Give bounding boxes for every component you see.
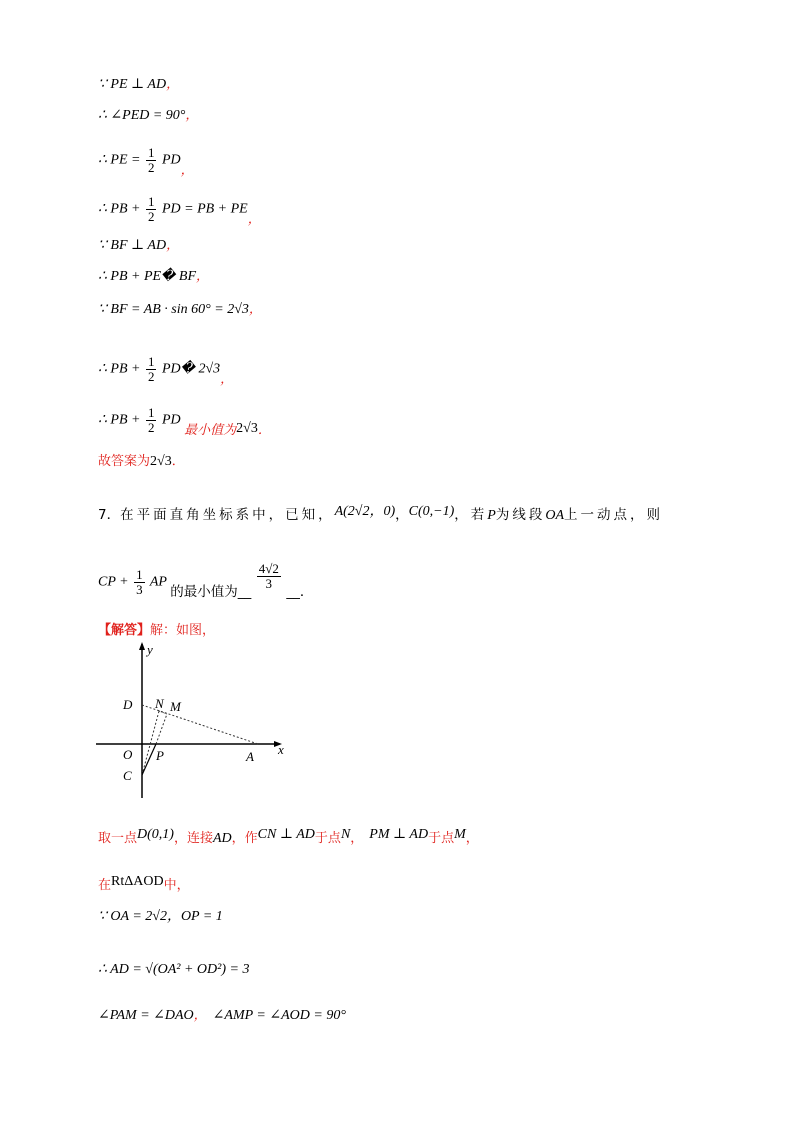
solution-header: 【解答】解：如图，	[98, 623, 216, 638]
solution-step-5: ∠PAM = ∠DAO， ∠AMP = ∠AOD = 90°	[98, 1008, 346, 1023]
line-bf-sin: ∵ BF = AB · sin 60° = 2√3，	[98, 302, 262, 317]
solution-step-4: ∴ AD = √(OA² + OD²) = 3	[98, 962, 250, 977]
label-m: M	[170, 699, 181, 714]
problem-7-expression: CP + $\frac{1}{3}$ AP 的最小值为__ $\frac{4√2}{3}$ __．	[98, 561, 314, 600]
line-answer: 故答案为2√3．	[98, 454, 185, 469]
label-x: x	[278, 742, 284, 757]
label-n: N	[155, 696, 164, 711]
segment-cp	[142, 744, 156, 775]
label-p: P	[156, 748, 164, 763]
problem-7-statement: 7．在平面直角坐标系中，已知，A(2√2，0)，C(0,−1)，若P为线段OA上一动点，则	[98, 504, 663, 523]
coordinate-figure	[96, 640, 296, 800]
solution-step-3: ∵ OA = 2√2，OP = 1	[98, 909, 223, 924]
line-pe-half-pd: ∴ PE = $\frac{1}{2}$ PD，	[98, 145, 194, 178]
line-angle-ped: ∴ ∠PED = 90°，	[98, 108, 199, 123]
solution-step-1: 取一点D(0,1)，连接AD，作CN ⊥ AD于点N， PM ⊥ AD于点M，	[98, 827, 479, 846]
line-pb-pe-bf: ∴ PB + PE� BF，	[98, 269, 210, 284]
solution-step-2: 在RtΔAOD中，	[98, 874, 190, 893]
line-pe-perp-ad: ∵ PE ⊥ AD，	[98, 77, 180, 92]
line-pb-half-pd-ge: ∴ PB + $\frac{1}{2}$ PD� 2√3，	[98, 354, 234, 387]
y-axis-arrow	[139, 642, 145, 650]
line-bf-perp-ad: ∵ BF ⊥ AD，	[98, 238, 180, 253]
line-min-value: ∴ PB + $\frac{1}{2}$ PD 最小值为2√3．	[98, 405, 271, 438]
label-a: A	[246, 749, 254, 764]
label-o: O	[123, 747, 133, 762]
segment-pm	[156, 714, 167, 744]
label-c: C	[123, 768, 132, 783]
label-y: y	[147, 642, 153, 657]
label-d: D	[123, 697, 133, 712]
line-pb-half-pd: ∴ PB + $\frac{1}{2}$ PD = PB + PE，	[98, 194, 261, 227]
